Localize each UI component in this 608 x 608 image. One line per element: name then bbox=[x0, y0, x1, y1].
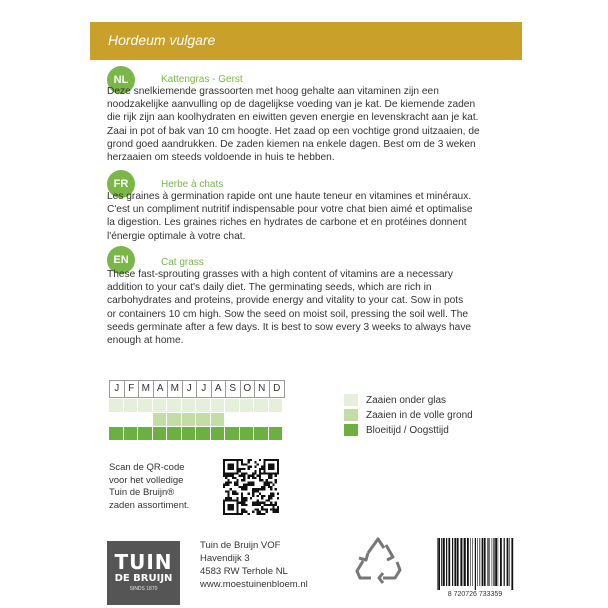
lang-badge-nl: NL bbox=[107, 66, 135, 94]
calendar-cell bbox=[138, 413, 153, 426]
month-label: A bbox=[212, 381, 227, 397]
text-line: herzaaien om steeds voldoende in huis te hebben. bbox=[107, 152, 335, 164]
legend-label: Zaaien in de volle grond bbox=[366, 409, 473, 421]
calendar-cell bbox=[254, 399, 269, 412]
calendar-cell bbox=[138, 427, 153, 440]
brand-logo bbox=[107, 541, 180, 605]
text-line: C'est un compliment nutritif indispensable pour votre chat bien aimé et optimalise bbox=[107, 204, 473, 216]
text-line: Les graines à germination rapide ont une haute teneur en vitamines et minéraux. bbox=[107, 191, 472, 202]
text-line: seeds germinate after a few days. It is best to sow every 3 weeks to always have bbox=[107, 321, 472, 333]
calendar-cell bbox=[240, 427, 255, 440]
calendar-cell bbox=[124, 427, 139, 440]
company-address bbox=[200, 539, 308, 591]
legend-swatch bbox=[344, 394, 358, 406]
text-line: grond goed aandrukken. De zaden kiemen na enkele dagen. Best om de 3 weken bbox=[107, 138, 476, 150]
calendar-cell bbox=[225, 413, 240, 426]
calendar-cell bbox=[269, 427, 284, 440]
calendar-cell bbox=[269, 399, 284, 412]
month-label: J bbox=[110, 381, 125, 397]
seed-packet-back bbox=[90, 22, 522, 598]
calendar-months bbox=[109, 380, 285, 398]
calendar-cell bbox=[167, 399, 182, 412]
calendar-cell bbox=[182, 427, 197, 440]
calendar-cell bbox=[254, 427, 269, 440]
calendar-cell bbox=[124, 413, 139, 426]
month-label: O bbox=[241, 381, 256, 397]
calendar-cell bbox=[167, 413, 182, 426]
calendar-cell bbox=[182, 399, 197, 412]
text-line: or containers 10 cm high. Sow the seed on moist soil, pressing the soil well. The bbox=[107, 308, 469, 320]
calendar-cell bbox=[211, 413, 226, 426]
month-label: S bbox=[226, 381, 241, 397]
text-line: voor het volledige bbox=[109, 474, 184, 486]
logo-line-2: DE BRUIJN bbox=[114, 573, 173, 584]
text-line: enough at home. bbox=[107, 335, 184, 347]
logo-line-1: TUIN bbox=[114, 550, 173, 574]
month-label: A bbox=[154, 381, 169, 397]
calendar-cell bbox=[196, 413, 211, 426]
legend-label: Zaaien onder glas bbox=[366, 394, 447, 406]
calendar-cell bbox=[109, 413, 124, 426]
lang-badge-fr: FR bbox=[107, 170, 135, 198]
text-line: zaden assortiment. bbox=[109, 499, 190, 511]
month-label: J bbox=[183, 381, 198, 397]
legend-item bbox=[344, 409, 473, 421]
section-body-en bbox=[107, 268, 507, 347]
logo-line-3: SINDS 1870 bbox=[129, 586, 158, 592]
text-line: Deze snelkiemende grassoorten met hoog gehalte aan vitaminen zijn een bbox=[107, 86, 439, 97]
calendar-row bbox=[109, 427, 285, 440]
calendar-cell bbox=[153, 427, 168, 440]
month-label: F bbox=[125, 381, 140, 397]
legend-item bbox=[344, 394, 446, 406]
sowing-calendar bbox=[109, 380, 285, 440]
calendar-cell bbox=[109, 427, 124, 440]
calendar-cell bbox=[153, 399, 168, 412]
legend-label: Bloeitijd / Oogsttijd bbox=[366, 424, 449, 436]
text-line: Havendijk 3 bbox=[200, 553, 250, 564]
calendar-row bbox=[109, 413, 285, 426]
month-label: D bbox=[273, 383, 281, 394]
calendar-cell bbox=[124, 399, 139, 412]
section-body-fr bbox=[107, 190, 507, 243]
calendar-rows bbox=[109, 399, 285, 440]
text-line: Zaai in pot of bak van 10 cm hoogte. Het zaad op een vochtige grond uitzaaien, de bbox=[107, 125, 480, 137]
qr-code[interactable] bbox=[223, 459, 279, 515]
section-title-en: Cat grass bbox=[161, 257, 204, 268]
calendar-cell bbox=[182, 413, 197, 426]
text-line: l'énergie optimale à votre chat. bbox=[107, 230, 246, 242]
month-label: M bbox=[139, 381, 154, 397]
text-line: noodzakelijke aanvulling op de dagelijkse voeding van je kat. De kiemende zaden bbox=[107, 99, 476, 111]
calendar-cell bbox=[196, 427, 211, 440]
barcode bbox=[433, 536, 517, 598]
legend-swatch bbox=[344, 424, 358, 436]
text-line: Tuin de Bruijn® bbox=[109, 487, 175, 498]
calendar-row bbox=[109, 399, 285, 412]
text-line: Scan de QR-code bbox=[109, 462, 185, 473]
recycle-icon bbox=[353, 536, 403, 586]
barcode-digits: 8 720726 733359 bbox=[447, 591, 503, 598]
section-title-fr: Herbe à chats bbox=[161, 179, 224, 190]
calendar-cell bbox=[153, 413, 168, 426]
text-line: carbohydrates and proteins, provide energy and vitality to your cat. Sow in pots bbox=[107, 295, 464, 307]
text-line: la digestion. Les graines riches en hydrates de carbone et en protéines donnent bbox=[107, 217, 467, 229]
calendar-cell bbox=[138, 399, 153, 412]
website-link[interactable]: www.moestuinenbloem.nl bbox=[200, 579, 308, 590]
calendar-cell bbox=[211, 427, 226, 440]
calendar-cell bbox=[109, 399, 124, 412]
calendar-cell bbox=[254, 413, 269, 426]
legend-item bbox=[344, 424, 449, 436]
qr-instructions bbox=[109, 462, 219, 512]
header-bar bbox=[90, 22, 522, 60]
month-label: N bbox=[255, 381, 270, 397]
section-title-nl: Kattengras - Gerst bbox=[161, 74, 243, 85]
month-label: M bbox=[168, 381, 183, 397]
section-body-nl bbox=[107, 85, 507, 164]
text-line: Tuin de Bruijn VOF bbox=[200, 540, 281, 551]
calendar-cell bbox=[269, 413, 284, 426]
calendar-cell bbox=[225, 427, 240, 440]
lang-badge-en: EN bbox=[107, 246, 135, 274]
text-line: These fast-sprouting grasses with a high content of vitamins are a necessary bbox=[107, 269, 453, 280]
calendar-cell bbox=[167, 427, 182, 440]
calendar-cell bbox=[225, 399, 240, 412]
text-line: addition to your cat's daily diet. The germinating seeds, which are rich in bbox=[107, 282, 432, 294]
month-label: J bbox=[197, 381, 212, 397]
calendar-cell bbox=[240, 399, 255, 412]
calendar-cell bbox=[211, 399, 226, 412]
text-line: 4583 RW Terhole NL bbox=[200, 566, 288, 577]
species-title: Hordeum vulgare bbox=[108, 32, 216, 48]
calendar-cell bbox=[240, 413, 255, 426]
legend-swatch bbox=[344, 409, 358, 421]
calendar-cell bbox=[196, 399, 211, 412]
text-line: die rijk zijn aan koolhydraten en eiwitten geven energie en levenskracht aan je kat. bbox=[107, 112, 479, 124]
